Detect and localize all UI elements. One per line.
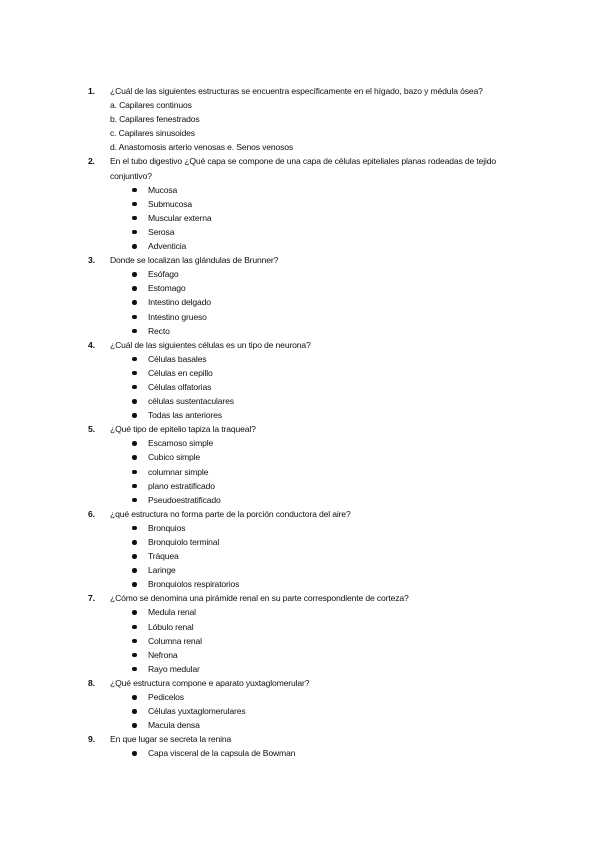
answer-option-text: Intestino delgado (148, 297, 211, 308)
answer-options (88, 521, 528, 591)
bullet-icon (132, 399, 137, 404)
bullet-icon (132, 526, 137, 531)
question-item (88, 507, 528, 592)
answer-options (88, 746, 528, 760)
bullet-icon (132, 470, 137, 475)
bullet-icon (132, 639, 137, 644)
bullet-icon (132, 202, 137, 207)
question-line (88, 676, 528, 690)
answer-option-text: Escamoso simple (148, 438, 214, 449)
answer-option-text: Laringe (148, 565, 176, 576)
answer-options (88, 352, 528, 422)
answer-option-text: Bronquiolo terminal (148, 537, 220, 547)
answer-option (110, 126, 528, 140)
bullet-icon (132, 709, 137, 714)
question-list (88, 84, 528, 761)
bullet-icon (132, 315, 137, 320)
bullet-icon (132, 300, 137, 305)
question-number: 1. (88, 86, 95, 96)
question-line (88, 732, 528, 746)
bullet-icon (132, 230, 137, 235)
question-text: ¿Cuál de las siguientes estructuras se encuentra específicamente en el hígado, bazo y médula ósea? (110, 86, 483, 96)
answer-option-text: Serosa (148, 226, 175, 237)
question-number: 4. (88, 339, 95, 350)
question-item (88, 338, 528, 423)
bullet-icon (132, 371, 137, 376)
answer-option (110, 98, 528, 112)
bullet-icon (132, 484, 137, 489)
answer-option-text: a. Capilares continuos (110, 100, 192, 111)
question-line (88, 591, 528, 605)
answer-option (132, 211, 528, 225)
bullet-icon (132, 385, 137, 390)
answer-options (88, 267, 528, 337)
question-text: ¿Cuál de las siguientes células es un tipo de neurona? (110, 339, 311, 350)
answer-option (132, 746, 528, 760)
bullet-icon (132, 610, 137, 615)
answer-option-text: Células basales (148, 353, 207, 364)
answer-option (132, 366, 528, 380)
bullet-icon (132, 751, 137, 756)
answer-option (132, 436, 528, 450)
answer-option (132, 324, 528, 338)
answer-option-text: Columna renal (148, 635, 202, 646)
bullet-icon (132, 625, 137, 630)
bullet-icon (132, 568, 137, 573)
answer-option (132, 380, 528, 394)
bullet-icon (132, 413, 137, 418)
bullet-icon (132, 272, 137, 277)
bullet-icon (132, 498, 137, 503)
bullet-icon (132, 286, 137, 291)
question-item (88, 732, 528, 760)
bullet-icon (132, 216, 137, 221)
question-number: 6. (88, 508, 95, 519)
question-item (88, 84, 528, 154)
answer-option (132, 563, 528, 577)
answer-option (132, 662, 528, 676)
answer-option (132, 183, 528, 197)
question-text: ¿Qué tipo de epitelio tapiza la traqueal? (110, 424, 256, 435)
question-number: 7. (88, 593, 95, 604)
answer-option-text: Bronquios (148, 522, 186, 533)
answer-option (132, 281, 528, 295)
answer-option-text: c. Capilares sinusoides (110, 128, 195, 139)
question-text: Donde se localizan las glándulas de Brunner? (110, 255, 279, 266)
answer-option-text: Recto (148, 325, 170, 336)
bullet-icon (132, 695, 137, 700)
answer-option-text: Intestino grueso (148, 311, 207, 322)
answer-option (132, 239, 528, 253)
answer-option (132, 352, 528, 366)
question-text: ¿Cómo se denomina una pirámide renal en su parte correspondiente de corteza? (110, 593, 409, 604)
question-number: 8. (88, 677, 95, 688)
answer-options (88, 183, 528, 253)
question-line (88, 422, 528, 436)
answer-option-text: Células en cepillo (148, 367, 213, 378)
answer-option (132, 620, 528, 634)
answer-options (88, 605, 528, 675)
answer-option-text: Muscular externa (148, 212, 212, 223)
answer-option (132, 521, 528, 535)
question-number: 2. (88, 156, 95, 167)
question-text: En que lugar se secreta la renina (110, 734, 232, 745)
answer-option (132, 549, 528, 563)
bullet-icon (132, 540, 137, 545)
question-item (88, 253, 528, 338)
answer-option-text: Esófago (148, 269, 179, 280)
bullet-icon (132, 582, 137, 587)
bullet-icon (132, 653, 137, 658)
bullet-icon (132, 244, 137, 249)
answer-option (132, 197, 528, 211)
answer-options (88, 98, 528, 154)
question-number: 9. (88, 734, 95, 745)
answer-option (132, 605, 528, 619)
answer-option-text: Células yuxtaglomerulares (148, 706, 246, 717)
question-text: En el tubo digestivo ¿Qué capa se compone de una capa de células epiteliales planas rodeadas de tejido conjuntivo? (110, 156, 497, 181)
answer-option (132, 718, 528, 732)
answer-option-text: Pedicelos (148, 692, 184, 703)
answer-option (132, 310, 528, 324)
bullet-icon (132, 554, 137, 559)
answer-option (132, 295, 528, 309)
question-number: 5. (88, 424, 95, 435)
bullet-icon (132, 357, 137, 362)
question-item (88, 154, 528, 253)
question-number: 3. (88, 255, 95, 266)
bullet-icon (132, 455, 137, 460)
answer-option-text: d. Anastomosis arterio venosas e. Senos venosos (110, 142, 294, 153)
answer-option-text: células sustentaculares (148, 396, 234, 407)
question-line (88, 154, 528, 182)
bullet-icon (132, 329, 137, 334)
answer-option-text: plano estratificado (148, 480, 215, 491)
question-line (88, 507, 528, 521)
question-line (88, 84, 528, 98)
answer-option-text: columnar simple (148, 466, 209, 477)
question-text: ¿qué estructura no forma parte de la porción conductora del aire? (110, 508, 351, 519)
answer-options (88, 690, 528, 732)
question-item (88, 591, 528, 676)
answer-option (132, 408, 528, 422)
answer-option (110, 140, 528, 154)
question-item (88, 422, 528, 507)
answer-option-text: Rayo medular (148, 663, 200, 674)
answer-option-text: Tráquea (148, 551, 179, 562)
bullet-icon (132, 188, 137, 193)
answer-option-text: Estomago (148, 283, 186, 294)
answer-option (132, 493, 528, 507)
answer-option-text: b. Capilares fenestrados (110, 114, 200, 125)
answer-option (132, 577, 528, 591)
bullet-icon (132, 441, 137, 446)
answer-option (132, 465, 528, 479)
answer-option (132, 479, 528, 493)
answer-option (132, 648, 528, 662)
answer-option-text: Cubico simple (148, 452, 201, 463)
answer-option-text: Nefrona (148, 649, 178, 660)
answer-option-text: Submucosa (148, 198, 193, 209)
answer-option-text: Pseudoestratificado (148, 494, 221, 505)
answer-option (132, 704, 528, 718)
question-line (88, 338, 528, 352)
answer-option-text: Bronquiolos respiratorios (148, 579, 240, 590)
answer-option-text: Capa visceral de la capsula de Bowman (148, 748, 296, 759)
answer-option (132, 394, 528, 408)
answer-option-text: Lóbulo renal (148, 621, 194, 632)
answer-option (132, 690, 528, 704)
bullet-icon (132, 667, 137, 672)
question-text: ¿Qué estructura compone e aparato yuxtaglomerular? (110, 677, 310, 688)
answer-option (132, 634, 528, 648)
question-item (88, 676, 528, 732)
answer-option-text: Medula renal (148, 607, 196, 618)
answer-option-text: Mucosa (148, 184, 178, 195)
answer-options (88, 436, 528, 506)
answer-option (132, 267, 528, 281)
answer-option-text: Adventicia (148, 241, 187, 252)
answer-option-text: Células olfatorias (148, 381, 212, 392)
answer-option (132, 225, 528, 239)
question-line (88, 253, 528, 267)
bullet-icon (132, 723, 137, 728)
answer-option (110, 112, 528, 126)
answer-option (132, 535, 528, 549)
answer-option-text: Macula densa (148, 720, 200, 731)
answer-option-text: Todas las anteriores (148, 410, 222, 421)
answer-option (132, 450, 528, 464)
